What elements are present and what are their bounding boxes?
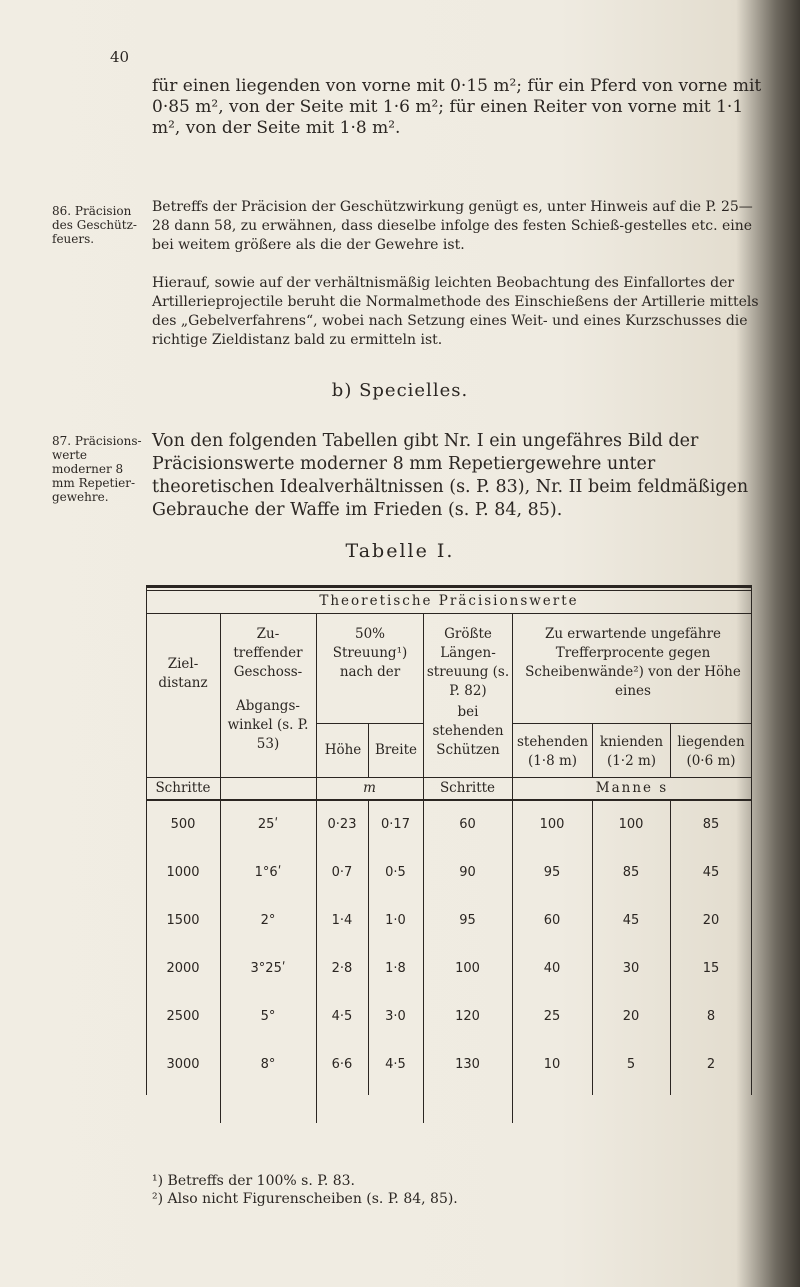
table-cell: 100 [455, 961, 480, 976]
table-cell: 5 [626, 1057, 636, 1072]
table-cell: 130 [455, 1057, 480, 1072]
table-cell: 85 [702, 817, 720, 832]
paragraph-target-areas: für einen liegenden von vorne mit 0·15 m²; für ein Pferd von vorne mit 0·85 m², von der Seite mit 1·6 m²; für einen Reiter von vorne mit 1·1 m², von der Seite mit 1·8 m². [152, 76, 762, 138]
margin-note-87: 87. Präcisions-werte moderner 8 mm Repetier-gewehre. [52, 434, 142, 504]
table-cell: 60 [543, 913, 561, 928]
table-cell: 2 [706, 1057, 716, 1072]
rule-col7-head [670, 723, 671, 777]
paragraph-artillery-precision: Betreffs der Präcision der Geschützwirkung genügt es, unter Hinweis auf die P. 25—28 dann 58, zu erwähnen, dass dieselbe infolge des festen Schieß-gestelles etc. eine bei weitem größere als die der Gewehre ist. [152, 199, 753, 253]
table-cell: 6·6 [331, 1057, 353, 1072]
unit-meter: m [363, 780, 376, 796]
table-cell: 1500 [166, 913, 200, 928]
header-zieldistanz: Ziel-distanz [158, 656, 208, 691]
table-cell: 1000 [166, 865, 200, 880]
page-number: 40 [110, 48, 130, 66]
table-title: Tabelle I. [345, 540, 455, 562]
rule-super-header [146, 613, 752, 614]
table-cell: 40 [543, 961, 561, 976]
table-cell: 120 [455, 1009, 480, 1024]
table-cell: 1·4 [331, 913, 353, 928]
header-liegenden: liegenden (0·6 m) [677, 734, 745, 769]
paragraph-gabel-method: Hierauf, sowie auf der verhältnismäßig leichten Beobachtung des Einfallortes der Artillerieprojectile beruht die Normalmethode des Einschießens der Artillerie mittels des „Gebelverfahrens“, wobei nach Setzung eines Weit- und eines Kurzschusses die richtige Zieldistanz bald zu ermitteln ist. [152, 275, 759, 348]
table-cell: 45 [622, 913, 640, 928]
table-cell: 1°6ʹ [254, 865, 282, 880]
rule-units-bottom [146, 799, 752, 801]
table-cell: 500 [170, 817, 196, 832]
table-cell: 0·7 [331, 865, 353, 880]
table-cell: 2·8 [331, 961, 353, 976]
table-cell: 0·23 [327, 817, 357, 832]
rule-streu-sub [316, 723, 423, 724]
unit-schritte-2: Schritte [439, 780, 496, 796]
rule-units-top [146, 777, 752, 778]
header-stehenden: stehenden (1·8 m) [516, 734, 589, 769]
rule-col3-head [368, 723, 369, 777]
table-cell: 8° [260, 1057, 276, 1072]
table-cell: 3°25ʹ [250, 961, 286, 976]
table-cell: 25 [543, 1009, 561, 1024]
header-hoehe: Höhe [324, 742, 362, 758]
rule-col7-body [670, 801, 671, 1095]
table-cell: 4·5 [331, 1009, 353, 1024]
super-header: Theoretische Präcisionswerte [319, 593, 579, 609]
table-cell: 60 [459, 817, 476, 832]
rule-col3-body [368, 801, 369, 1095]
unit-manne: Manne s [595, 780, 669, 796]
table-cell: 30 [622, 961, 640, 976]
table-cell: 2000 [166, 961, 200, 976]
table-cell: 45 [702, 865, 720, 880]
header-breite: Breite [374, 742, 418, 758]
header-knienden: knienden (1·2 m) [599, 734, 664, 769]
header-bei-schuetzen: bei stehenden Schützen [432, 704, 504, 758]
header-trefferprocente: Zu erwartende ungefähre Trefferprocente gegen Scheibenwände²) von der Höhe eines [525, 626, 741, 699]
table-cell: 95 [543, 865, 561, 880]
table-cell: 90 [459, 865, 476, 880]
table-cell: 100 [618, 817, 644, 832]
table-cell: 8 [706, 1009, 716, 1024]
table-cell: 3·0 [385, 1009, 406, 1024]
table-cell: 15 [702, 961, 720, 976]
table-cell: 1·0 [385, 913, 406, 928]
rule-trefferprocent-sub [512, 723, 752, 724]
unit-schritte: Schritte [155, 780, 211, 796]
table-cell: 4·5 [385, 1057, 406, 1072]
rule-top-thick [146, 585, 752, 588]
table-cell: 10 [543, 1057, 561, 1072]
table-cell: 0·5 [385, 865, 406, 880]
table-cell: 20 [622, 1009, 640, 1024]
footnote-1: ¹) Betreffs der 100% s. P. 83. [152, 1173, 355, 1189]
header-zutreffender: Zu-treffender Geschoss- [233, 626, 303, 680]
header-abgangswinkel: Abgangs-winkel (s. P. 53) [227, 698, 309, 752]
table-cell: 5° [260, 1009, 276, 1024]
rule-col6-head [592, 723, 593, 777]
precision-table [146, 585, 752, 1095]
rule-top-thin [146, 590, 752, 591]
table-cell: 25ʹ [257, 817, 279, 832]
table-cell: 0·17 [381, 817, 410, 832]
table-cell: 20 [702, 913, 720, 928]
table-cell: 85 [622, 865, 640, 880]
section-heading: b) Specielles. [331, 380, 469, 401]
table-cell: 1·8 [385, 961, 406, 976]
paragraph-tables-intro: Von den folgenden Tabellen gibt Nr. I ein ungefähres Bild der Präcisionswerte moderner 8 mm Repetiergewehre unter theoretischen Idealverhältnissen (s. P. 83), Nr. II beim feldmäßigen Gebrauche der Waffe im Frieden (s. P. 84, 85). [152, 431, 749, 520]
rule-col6-body [592, 801, 593, 1095]
header-streuung: 50% Streuung¹) nach der [332, 626, 408, 680]
table-cell: 3000 [166, 1057, 200, 1072]
footnote-2: ²) Also nicht Figurenscheiben (s. P. 84, 85). [152, 1191, 458, 1207]
margin-note-86: 86. Präcision des Geschütz-feuers. [52, 204, 137, 246]
table-cell: 100 [539, 817, 565, 832]
table-cell: 2° [260, 913, 276, 928]
header-groesste-streuung: Größte Längen-streuung (s. P. 82) [426, 626, 510, 699]
table-cell: 2500 [166, 1009, 200, 1024]
table-cell: 95 [459, 913, 476, 928]
